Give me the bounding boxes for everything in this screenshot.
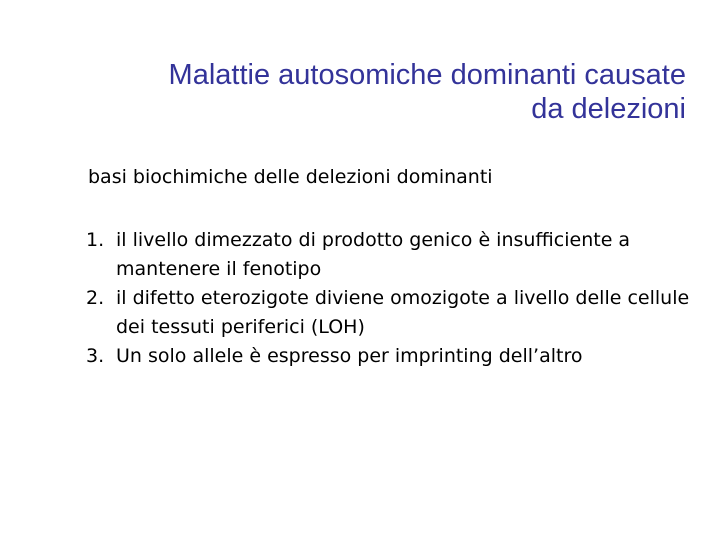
numbered-list [86, 226, 696, 371]
list-item-text: il difetto eterozigote diviene omozigote a livello delle cellule dei tessuti periferici (LOH) [116, 287, 690, 338]
list-item [86, 284, 696, 342]
list-item-number: 2. [86, 287, 105, 309]
slide-title [60, 58, 686, 126]
slide-subtitle: basi biochimiche delle delezioni dominanti [88, 166, 493, 188]
list-item [86, 342, 696, 371]
slide-title-line-1: Malattie autosomiche dominanti causate [168, 59, 686, 91]
list-item-number: 1. [86, 229, 105, 251]
list-item-text: il livello dimezzato di prodotto genico è insufficiente a mantenere il fenotipo [116, 229, 631, 280]
slide-title-line-2: da delezioni [531, 93, 686, 125]
list-item [86, 226, 696, 284]
list-item-number: 3. [86, 345, 105, 367]
list-item-text: Un solo allele è espresso per imprinting dell’altro [116, 345, 583, 367]
